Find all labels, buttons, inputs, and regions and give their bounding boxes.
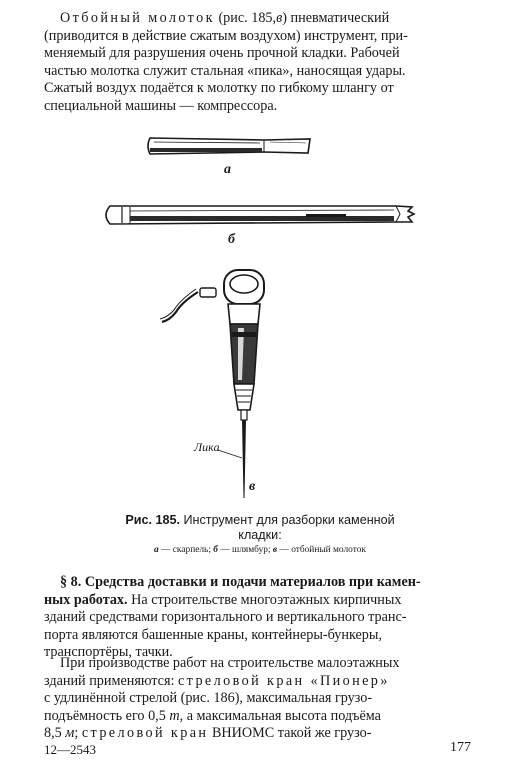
page-number: 177 [450, 740, 471, 755]
figure-number: Рис. 185. [125, 513, 180, 527]
section-8-paragraph: § 8. Средства доставки и подачи материалов при камен- ных работах. На строительстве многоэтажных кирпичных зданий средствами горизонтального и вертикального транс- порта являются башенные краны, контейнеры-бункеры, транспортёры, тачки. [44, 574, 476, 662]
paragraph-jackhammer: Отбойный молоток (рис. 185,в) пневматический (приводится в действие сжатым воздухом) инструмент, при- меняемый для разрушения очень прочной кладки. Рабочей частью молотка служит стальная «пика», наносящая удары. Сжатый воздух подаётся к молотку по гибкому шлангу от специальной машины — компрессора. [44, 10, 408, 114]
figure-label-b: б [228, 232, 235, 247]
figure-caption: Рис. 185. Инструмент для разборки каменной кладки: а — скарпель; б — шлямбур; в — отбойный молоток [80, 513, 440, 556]
star-drill-illustration [96, 196, 426, 250]
figure-label-a: а [224, 162, 231, 177]
low-rise-paragraph: При производстве работ на строительстве малоэтажных зданий применяются: стреловой кран «Пионер» с удлинённой стрелой (рис. 186), максимальная грузо- подъёмность его 0,5 т, а максимальная высота подъёма 8,5 м; стреловой кран ВНИОМС такой же грузо- [44, 655, 400, 742]
figure-label-v: в [249, 479, 256, 494]
jackhammer-illustration [160, 262, 280, 506]
printer-signature: 12—2543 [44, 742, 96, 757]
pika-label: Лика [194, 440, 220, 454]
section-heading: § 8. Средства доставки и подачи материалов при камен- [60, 574, 421, 590]
figure-legend: а — скарпель; б — шлямбур; в — отбойный молоток [154, 545, 366, 555]
term-jackhammer: Отбойный молоток [60, 10, 215, 26]
